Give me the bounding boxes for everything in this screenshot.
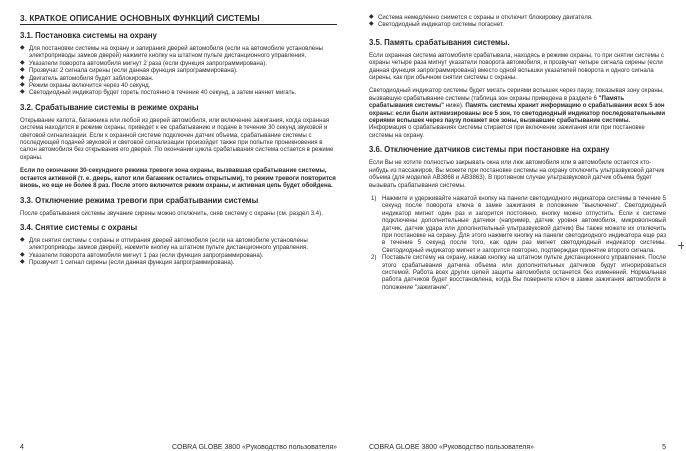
list-item: ◆ Прозвучит 1 сигнал сирены (если данная функция запрограммирована). <box>20 259 235 267</box>
list-item: ◆ Прозвучат 2 сигнала сирены (если данная функция запрограммирована). <box>20 67 238 75</box>
list-item: ◆ Режим охраны включится через 40 секунд. <box>20 82 151 90</box>
list-item: 1) Нажмите и удерживайте нажатой кнопку на панели светодиодного индикатора системы в течение 5 секунд после поворота ключа в замке зажигания в положение "выключено". Светодиодный индикатор мигнет один раз и загорится постоянно, кнопку можно отпустить. Если к системе подключены дополнительные датчики (например, датчик уровня автомобиля, микроволновый датчик, датчик удара или дополнительный ультразвуковой датчик) Вы также можете их отключить при постановке на охрану. Для этого нажмите кнопку на панели светодиодного индикатора еще раз в течение 5 секунд после того, как один раз мигнет светодиодный индикатор системы. Светодиодный индикатор мигнет и загорится повторно, подтверждая принятие второго сигнала. <box>371 194 666 254</box>
section-3-3-title: 3.3. Отключение режима тревоги при срабатывании системы <box>20 195 259 205</box>
chapter-title: 3. КРАТКОЕ ОПИСАНИЕ ОСНОВНЫХ ФУНКЦИЙ СИСТЕМЫ <box>20 14 337 25</box>
section-3-4-title: 3.4. Снятие системы с охраны <box>20 222 138 232</box>
section-3-2-title: 3.2. Срабатывание системы в режиме охраны <box>20 102 199 112</box>
section-3-6-text: Если Вы не хотите полностью закрывать окна или люк автомобиля или в автомобиле остается кто-нибудь из пассажиров, Вы можете при постановке системы на охрану отключить ультразвуковой датчик объема (для моделей AB3868 и AB3863). В противном случае ультразвуковой датчик объема будет вызывать срабатывания системы. <box>369 159 665 189</box>
section-3-6-steps <box>369 195 666 291</box>
diamond-bullet-icon: ◆ <box>20 251 25 258</box>
list-item: ◆ Для снятия системы с охраны и отпирания дверей автомобиля (если на автомобиле установлены электроприводы замков дверей), нажмите кнопку на штатном пульте дистанционного управления. <box>20 236 308 252</box>
diamond-bullet-icon: ◆ <box>369 21 374 28</box>
crop-mark-icon <box>678 245 684 246</box>
continued-list <box>369 14 666 29</box>
list-item: ◆ Указатели поворота автомобиля мигнут 2 раза (если функция запрограммирована). <box>20 59 267 67</box>
list-item: ◆ Светодиодный индикатор будет гореть постоянно в течение 40 секунд, а затем начнет мигать. <box>20 89 297 97</box>
diamond-bullet-icon: ◆ <box>20 67 25 74</box>
section-3-5-title: 3.5. Память срабатывания системы. <box>369 37 510 47</box>
right-page <box>343 0 686 450</box>
diamond-bullet-icon: ◆ <box>20 45 25 51</box>
list-item: ◆ Указатели поворота автомобиля мигнут 1 раз (если функция запрограммирована). <box>20 251 264 259</box>
section-3-5-bold-text: Память системы хранит информацию о срабатывании всех 5 зон охраны: если были активизированы все 5 зон, то светодиодный индикатор последовательными сериями вспышек через паузу покажет все зоны, вызвавшие срабатывание системы. <box>369 102 666 125</box>
list-item: ◆ Система немедленно снимется с охраны и отключит блокировку двигателя. <box>369 14 593 21</box>
section-3-1-title: 3.1. Постановка системы на охрану <box>20 31 157 40</box>
list-item: 2) Поставьте систему на охрану, нажав кнопку на штатном пульте дистанционного управления. После этого срабатывания датчика объема или дополнительных датчиков будут игнорироваться системой. Работа всех других цепей защиты автомобиля останется без изменений. Нормальная работа датчиков будет восстановлена, когда Вы повернете ключ в замке зажигания автомобиля в положение "зажигание". <box>371 254 666 291</box>
diamond-bullet-icon: ◆ <box>369 14 374 20</box>
diamond-bullet-icon: ◆ <box>20 89 25 96</box>
section-3-6-title: 3.6. Отключение датчиков системы при постановке на охрану <box>369 145 610 155</box>
list-item: ◆ Двигатель автомобиля будет заблокирован. <box>20 74 154 82</box>
diamond-bullet-icon: ◆ <box>20 236 25 243</box>
section-3-2-text: Открывание капота, багажника или любой из дверей автомобиля, или включение зажигания, когда охранная система находится в режиме охраны, приведет к ее срабатыванию и подаче в течение 30 секунд звуковой и световой сигнализации. Если к охранной системе подключен датчик объема, срабатывание системы с последующей подачей звуковой и световой сигнализации произойдет также при попытке проникновения в салон автомобиля без открывания его дверей. По окончании цикла срабатывания система остается в режиме охраны. <box>20 116 334 161</box>
footer-text: COBRA GLOBE 3800 «Руководство пользователя» <box>369 444 534 451</box>
diamond-bullet-icon: ◆ <box>20 74 25 81</box>
section-3-3-text: После срабатывания системы звучание сирены можно отключить, сняв систему с охраны (см. раздел 3.4). <box>20 209 323 217</box>
section-3-4-list <box>20 237 337 267</box>
footer-text: COBRA GLOBE 3800 «Руководство пользователя» <box>172 444 337 451</box>
list-item: ◆ Светодиодный индикатор системы погаснет. <box>369 21 504 29</box>
page-number: 5 <box>662 444 666 451</box>
section-3-1-list <box>20 45 337 97</box>
section-3-5-text-2: Светодиодный индикатор системы будет мигать сериями вспышек через паузу, показывая зону охраны, вызвавшую срабатывание системы (таблица зон охраны приведена в разделе 6 "Память срабатывания системы" ниже). Память системы хранит информацию о срабатывании всех 5 зон охраны: если были активизированы все 5 зон, то светодиодный индикатор последовательными сериями вспышек через паузу покажет все зоны, вызвавшие срабатывание системы. Информация о срабатываниях системы стирается при включении зажигания или при постановке системы на охрану. <box>369 87 666 139</box>
page-number: 4 <box>20 444 24 451</box>
left-page <box>0 0 343 450</box>
diamond-bullet-icon: ◆ <box>20 259 25 266</box>
diamond-bullet-icon: ◆ <box>20 59 25 66</box>
list-item: ◆ Для постановки системы на охрану и запирания дверей автомобиля (если на автомобиле установлены электроприводы замков дверей) нажмите кнопку на штатном пульте дистанционного управления. <box>20 45 323 60</box>
section-3-2-bold-text: Если по окончании 30-секундного режима тревоги зона охраны, вызвавшая срабатывание системы, остается активной (т. е. дверь, капот или багажник остались открытыми), то режим тревоги повторится вновь, но еще не более 8 раз. После этого включится режим охраны, и активная цепь будет обойдена. <box>20 167 336 190</box>
diamond-bullet-icon: ◆ <box>20 82 25 89</box>
section-3-5-text-1: Если охранная система автомобиля срабатывала, находясь в режиме охраны, то при снятии системы с охраны четыре раза мигнут указатели поворота автомобиля, и прозвучат четыре сигнала сирены (если данная функция запрограммирована) вместо одной вспышки указателей поворота и одного сигнала сирены, как при обычном снятии системы с охраны. <box>369 51 664 82</box>
